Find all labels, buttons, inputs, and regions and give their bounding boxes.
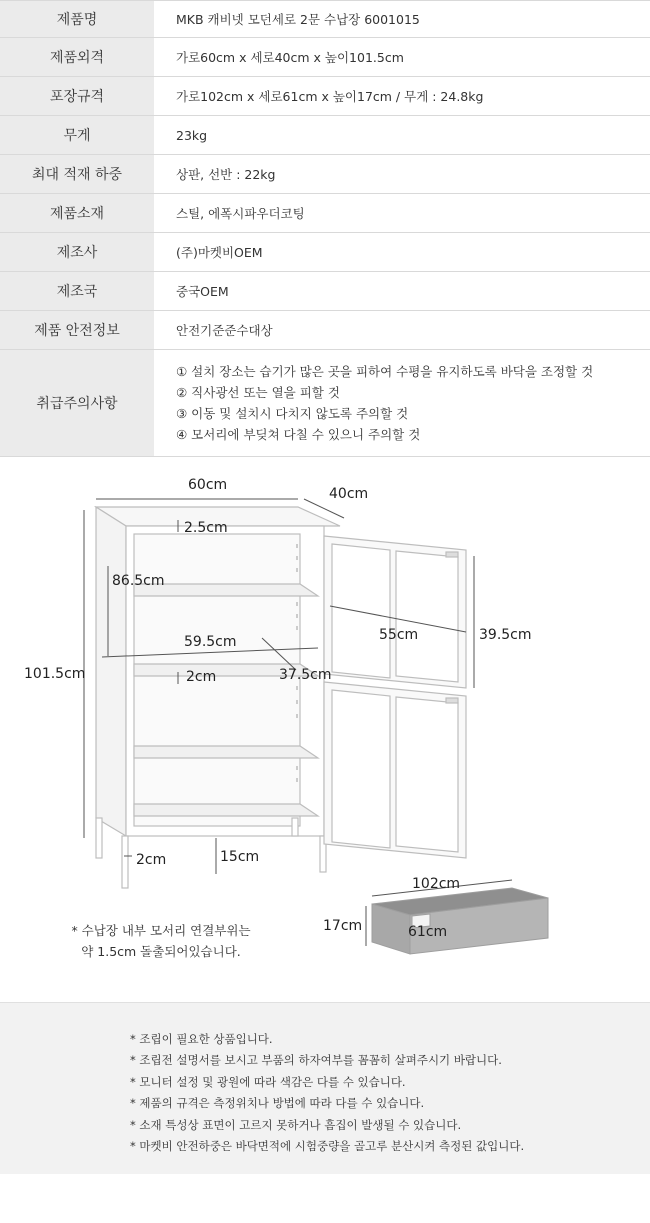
label-door-width: 55cm — [379, 627, 419, 643]
spec-value: 가로60cm x 세로40cm x 높이101.5cm — [176, 50, 404, 65]
caution-item: ① 설치 장소는 습기가 많은 곳을 피하여 수평을 유지하도록 바닥을 조정할 것 — [176, 364, 594, 379]
protrusion-note-line: 약 1.5cm 돌출되어있습니다. — [81, 944, 241, 959]
caution-item: ③ 이동 및 설치시 다치지 않도록 주의할 것 — [176, 406, 409, 421]
label-top-thickness: 2.5cm — [184, 520, 228, 536]
spec-label: 제품소재 — [0, 194, 154, 232]
notice-list — [130, 1029, 524, 1157]
label-leg-width: 2cm — [136, 852, 167, 868]
notice-item: * 조립전 설명서를 보시고 부품의 하자여부를 꼼꼼히 살펴주시기 바랍니다. — [130, 1053, 502, 1068]
spec-table — [0, 0, 650, 457]
protrusion-note-line: * 수납장 내부 모서리 연결부위는 — [71, 923, 251, 938]
spec-label: 제품 안전정보 — [0, 311, 154, 349]
protrusion-note — [56, 920, 266, 962]
spec-row-caution — [0, 350, 650, 457]
spec-value: 상판, 선반 : 22kg — [176, 167, 276, 182]
label-width-top: 60cm — [188, 477, 228, 493]
spec-label: 제품명 — [0, 1, 154, 37]
spec-value: 가로102cm x 세로61cm x 높이17cm / 무게 : 24.8kg — [176, 89, 484, 104]
dimension-diagram — [0, 456, 650, 1002]
spec-value: 23kg — [176, 127, 208, 143]
spec-row-safety — [0, 311, 650, 350]
caution-item: ④ 모서리에 부딪쳐 다칠 수 있으니 주의할 것 — [176, 427, 421, 442]
notice-item: * 조립이 필요한 상품입니다. — [130, 1032, 273, 1046]
label-total-height: 101.5cm — [24, 666, 86, 682]
label-depth-top: 40cm — [329, 486, 369, 502]
spec-label: 무게 — [0, 116, 154, 154]
spec-label: 제조국 — [0, 272, 154, 310]
spec-label: 포장규격 — [0, 77, 154, 115]
caution-item: ② 직사광선 또는 열을 피할 것 — [176, 385, 340, 400]
label-inner-depth: 37.5cm — [279, 667, 332, 683]
label-box-width: 102cm — [412, 876, 461, 892]
spec-row-material — [0, 194, 650, 233]
spec-row-weight — [0, 116, 650, 155]
spec-row-name — [0, 0, 650, 38]
label-box-depth: 61cm — [408, 924, 448, 940]
spec-value: 중국OEM — [176, 284, 229, 299]
spec-value: 스틸, 에폭시파우더코팅 — [176, 206, 305, 221]
label-door-height: 39.5cm — [479, 627, 532, 643]
spec-label: 제품외격 — [0, 38, 154, 76]
spec-row-manufacturer — [0, 233, 650, 272]
notice-item: * 마켓비 안전하중은 바닥면적에 시험중량을 골고루 분산시켜 측정된 값입니다. — [130, 1139, 525, 1154]
spec-label: 취급주의사항 — [0, 350, 154, 456]
spec-value: MKB 캐비넷 모던세로 2문 수납장 6001015 — [176, 12, 420, 27]
spec-row-max-load — [0, 155, 650, 194]
notice-item: * 모니터 설정 및 광원에 따라 색감은 다를 수 있습니다. — [130, 1074, 406, 1089]
notice-section — [0, 1002, 650, 1174]
label-inner-height: 86.5cm — [112, 573, 165, 589]
spec-value: 안전기준준수대상 — [176, 323, 273, 338]
notice-item: * 소재 특성상 표면이 고르지 못하거나 흠집이 발생될 수 있습니다. — [130, 1117, 462, 1132]
spec-value: (주)마켓비OEM — [176, 245, 263, 260]
spec-row-origin — [0, 272, 650, 311]
spec-row-dimensions — [0, 38, 650, 77]
caution-list — [154, 350, 650, 456]
label-box-height: 17cm — [323, 918, 363, 934]
label-shelf-thickness: 2cm — [186, 669, 217, 685]
spec-row-package — [0, 77, 650, 116]
spec-label: 제조사 — [0, 233, 154, 271]
spec-label: 최대 적재 하중 — [0, 155, 154, 193]
notice-item: * 제품의 규격은 측정위치나 방법에 따라 다를 수 있습니다. — [130, 1096, 425, 1111]
label-inner-width: 59.5cm — [184, 634, 237, 650]
label-leg-height: 15cm — [220, 849, 260, 865]
